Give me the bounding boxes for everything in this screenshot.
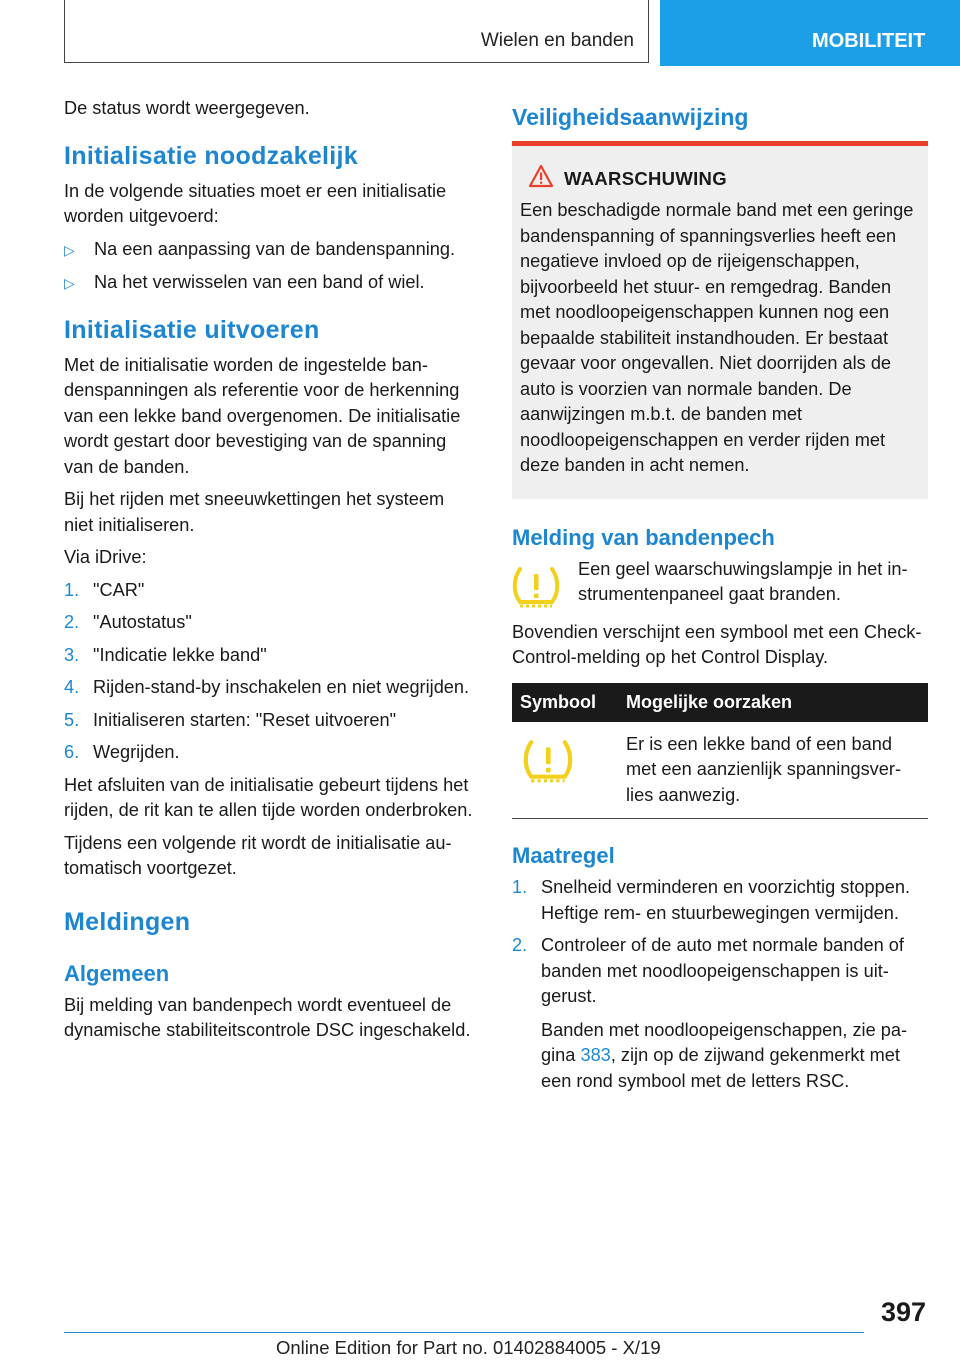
step-item [512, 875, 928, 926]
warning-triangle-icon [528, 164, 554, 193]
step-item [64, 740, 478, 766]
idrive-steps [64, 578, 478, 766]
list-item-text: Na het verwisselen van een band of wiel. [94, 272, 425, 292]
footer-edition: Online Edition for Part no. 01402884005 - X/19 [276, 1337, 661, 1358]
pech-text: Bovendien verschijnt een symbool met een Check-Control-melding op het Control Display. [512, 621, 922, 667]
heading-safety: Veiligheidsaanwijzing [512, 104, 749, 130]
warning-box [512, 141, 928, 499]
step-number: 5. [64, 709, 80, 730]
step-number: 1. [64, 579, 80, 600]
init-do-p3: Via iDrive: [64, 547, 147, 567]
step-text: "Indicatie lekke band" [93, 644, 267, 665]
tire-pressure-symbol-icon [520, 738, 576, 792]
heading-init-needed: Initialisatie noodzakelijk [64, 141, 358, 170]
note-text: Banden met noodloopeigenschappen, zie pagina [541, 1019, 908, 1065]
step-item [64, 610, 478, 636]
step-number: 3. [64, 644, 80, 665]
heading-init-do: Initialisatie uitvoeren [64, 315, 320, 344]
step-item [64, 578, 478, 604]
step-number: 2. [512, 935, 528, 955]
step-note [541, 1018, 928, 1095]
step-number: 2. [64, 612, 80, 632]
triangle-bullet-icon: ▷ [64, 275, 75, 291]
maatregel-steps [512, 875, 928, 1094]
symbol-cell [512, 722, 618, 819]
step-item [512, 933, 928, 1094]
warning-label: WAARSCHUWING [564, 168, 727, 189]
init-needed-intro: In de volgende situaties moet er een initialisatie worden uitgevoerd: [64, 180, 447, 226]
page-number: 397 [880, 1297, 926, 1327]
page-header [0, 0, 960, 66]
list-item-text: Na een aanpassing van de bandenspanning. [94, 238, 456, 259]
step-text: "Autostatus" [93, 612, 192, 632]
step-text: Snelheid verminderen en voorzichtig stoppen. Heftige rem- en stuurbewegingen vermijden. [541, 877, 911, 923]
heading-pech: Melding van bandenpech [512, 524, 775, 550]
lamp-text: Een geel waarschuwingslampje in het instrumentenpaneel gaat branden. [578, 558, 908, 604]
step-text: Controleer of de auto met normale banden of banden met noodloopeigenschappen is uitgerust. [541, 935, 904, 1006]
cause-cell: Er is een lekke band of een band met een aanzienlijk spanningsverlies aanwezig. [618, 722, 928, 819]
step-text: Initialiseren starten: "Reset uitvoeren" [93, 709, 397, 730]
heading-algemeen: Algemeen [64, 960, 170, 986]
list-item [64, 237, 478, 263]
init-do-p4: Het afsluiten van de initialisatie gebeurt tijdens het rijden, de rit kan te allen tijde worden onderbroken. [64, 774, 473, 820]
right-column [512, 96, 928, 1101]
table-row [512, 722, 928, 819]
step-number: 6. [64, 742, 80, 762]
symbol-table [512, 683, 928, 820]
init-do-p5: Tijdens een volgende rit wordt de initialisatie automatisch voortgezet. [64, 832, 452, 878]
tire-pressure-warning-icon [512, 565, 560, 614]
warning-text: Een beschadigde normale band met een geringe bandenspanning of spanningsverlies heeft een negatieve invloed op de rijeigenschappen, bijvoorbeeld het stuur- en remgedrag. Banden met noodloopeigenschappen kunnen nog een bepaalde stabiliteit instandhouden. Er bestaat gevaar voor ongevallen. Niet doorrijden als de auto is voorzien van normale banden. De aanwijzingen m.b.t. de banden met noodloopeigenschappen en verder rijden met deze banden in acht nemen. [520, 200, 914, 475]
section-box [64, 0, 649, 63]
step-number: 4. [64, 677, 80, 697]
warning-heading [520, 168, 918, 190]
step-text: "CAR" [93, 579, 145, 600]
init-needed-list [64, 237, 478, 296]
heading-maatregel: Maatregel [512, 843, 615, 868]
meldingen-text: Bij melding van bandenpech wordt eventueel de dynamische stabiliteitscontrole DSC ingeschakeld. [64, 994, 471, 1040]
footer-divider [64, 1332, 864, 1333]
column-header-causes: Mogelijke oorzaken [618, 683, 928, 722]
table-header-row [512, 683, 928, 722]
note-text: , zijn op de zijwand gekenmerkt met een rond symbool met de letters RSC. [541, 1045, 900, 1091]
page-link[interactable]: 383 [580, 1045, 611, 1065]
status-text: De status wordt weergegeven. [64, 98, 310, 118]
init-do-p2: Bij het rijden met sneeuwkettingen het systeem niet initialiseren. [64, 489, 445, 535]
step-item [64, 708, 478, 734]
step-text: Wegrijden. [93, 742, 180, 762]
step-item [64, 675, 478, 701]
step-number: 1. [512, 877, 528, 897]
left-column [64, 96, 478, 1051]
heading-meldingen: Meldingen [64, 907, 191, 936]
step-text: Rijden-stand-by inschakelen en niet wegrijden. [93, 677, 470, 697]
init-do-p1: Met de initialisatie worden de ingestelde bandenspanningen als referentie voor de herkenning van een lekke band overgenomen. De initialisatie wordt gestart door bevestiging van de spanning van de banden. [64, 354, 461, 477]
list-item [64, 270, 478, 296]
lamp-row [512, 557, 928, 608]
section-title: Wielen en banden [480, 30, 634, 51]
chapter-tab[interactable]: MOBILITEIT [660, 0, 960, 66]
column-header-symbol: Symbool [512, 683, 618, 722]
triangle-bullet-icon: ▷ [64, 241, 75, 258]
step-item [64, 643, 478, 669]
